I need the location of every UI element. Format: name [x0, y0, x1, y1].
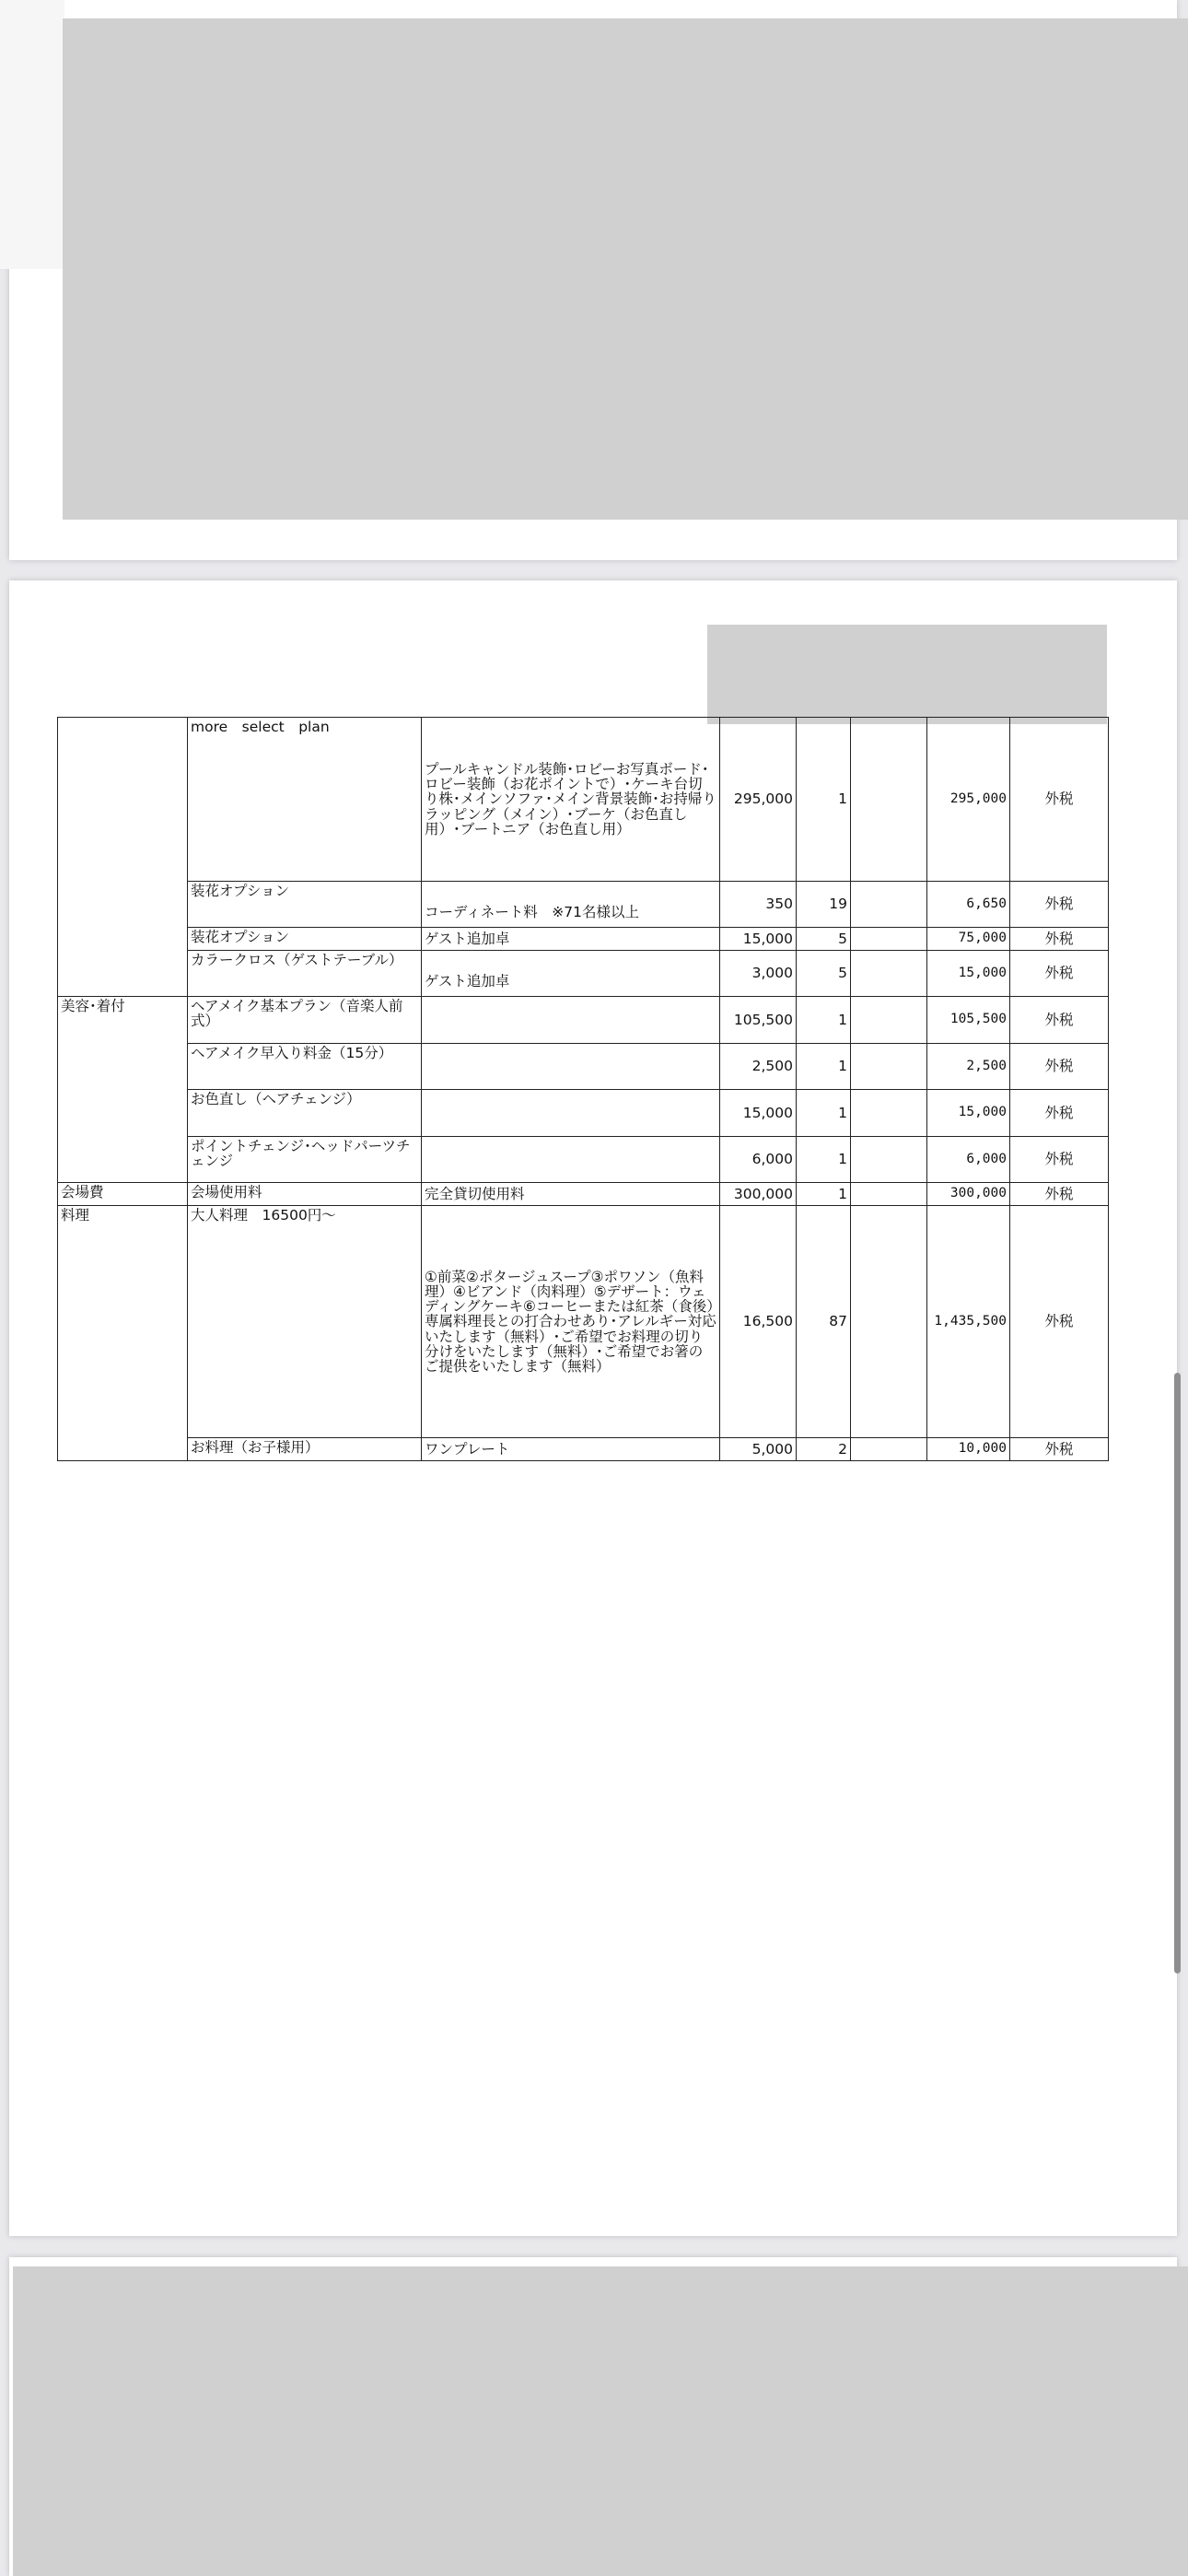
- unit-price-cell: 300,000: [720, 1183, 797, 1206]
- blank-cell: [851, 1438, 927, 1461]
- amount-cell: 75,000: [927, 928, 1010, 951]
- table-row: [58, 1044, 1109, 1090]
- unit-price-cell: 295,000: [720, 718, 797, 882]
- blank-cell: [851, 1137, 927, 1183]
- table-row: [58, 1206, 1109, 1438]
- previous-page-left-margin: [0, 0, 64, 269]
- quantity-cell: 1: [797, 718, 851, 882]
- unit-price-cell: 350: [720, 882, 797, 928]
- table-row: [58, 1090, 1109, 1137]
- unit-price-cell: 15,000: [720, 928, 797, 951]
- detail-cell: ①前菜②ポタージュスープ③ポワソン（魚料理）④ビアンド（肉料理）⑤デザート：ウェディングケーキ⑥コーヒーまたは紅茶（食後）専属料理長との打合わせあり･アレルギー対応いたします（無料）･ご希望でお料理の切り分けをいたします（無料）･ご希望でお箸のご提供をいたします（無料）: [422, 1206, 720, 1438]
- amount-cell: 15,000: [927, 1090, 1010, 1137]
- item-cell: お色直し（ヘアチェンジ）: [188, 1090, 422, 1137]
- category-cell: [58, 718, 188, 997]
- amount-cell: 2,500: [927, 1044, 1010, 1090]
- quantity-cell: 87: [797, 1206, 851, 1438]
- quantity-cell: 5: [797, 928, 851, 951]
- amount-cell: 295,000: [927, 718, 1010, 882]
- quantity-cell: 2: [797, 1438, 851, 1461]
- blank-cell: [851, 1206, 927, 1438]
- amount-cell: 10,000: [927, 1438, 1010, 1461]
- blank-cell: [851, 882, 927, 928]
- blank-cell: [851, 1044, 927, 1090]
- blank-cell: [851, 1090, 927, 1137]
- redacted-area-top: [63, 18, 1188, 520]
- item-cell: ヘアメイク早入り料金（15分）: [188, 1044, 422, 1090]
- table-row: [58, 882, 1109, 928]
- blank-cell: [851, 928, 927, 951]
- unit-price-cell: 15,000: [720, 1090, 797, 1137]
- table-row: [58, 1137, 1109, 1183]
- table-row: [58, 1183, 1109, 1206]
- category-cell: 美容･着付: [58, 997, 188, 1183]
- amount-cell: 6,650: [927, 882, 1010, 928]
- tax-cell: 外税: [1010, 718, 1109, 882]
- redacted-header-block: [707, 625, 1107, 724]
- quantity-cell: 1: [797, 997, 851, 1044]
- tax-cell: 外税: [1010, 1438, 1109, 1461]
- detail-cell: [422, 1044, 720, 1090]
- detail-cell: ゲスト追加卓: [422, 928, 720, 951]
- tax-cell: 外税: [1010, 1206, 1109, 1438]
- blank-cell: [851, 718, 927, 882]
- table-row: [58, 718, 1109, 882]
- quantity-cell: 1: [797, 1090, 851, 1137]
- quantity-cell: 5: [797, 951, 851, 997]
- detail-cell: プールキャンドル装飾･ロビーお写真ボード･ロビー装飾（お花ポイントで）･ケーキ台切り株･メインソファ･メイン背景装飾･お持帰りラッピング（メイン）･ブーケ（お色直し用）･ブートニア（お色直し用）: [422, 718, 720, 882]
- quantity-cell: 1: [797, 1044, 851, 1090]
- item-cell: 大人料理 16500円〜: [188, 1206, 422, 1438]
- unit-price-cell: 6,000: [720, 1137, 797, 1183]
- vertical-scrollbar[interactable]: [1174, 1373, 1181, 1973]
- unit-price-cell: 2,500: [720, 1044, 797, 1090]
- item-cell: 会場使用料: [188, 1183, 422, 1206]
- quotation-table: [57, 717, 1109, 1461]
- item-cell: お料理（お子様用）: [188, 1438, 422, 1461]
- unit-price-cell: 16,500: [720, 1206, 797, 1438]
- unit-price-cell: 5,000: [720, 1438, 797, 1461]
- table-row: [58, 1438, 1109, 1461]
- table-row: [58, 951, 1109, 997]
- quantity-cell: 1: [797, 1137, 851, 1183]
- detail-cell: コーディネート料 ※71名様以上: [422, 882, 720, 928]
- redacted-area-bottom: [13, 2266, 1188, 2576]
- tax-cell: 外税: [1010, 997, 1109, 1044]
- amount-cell: 105,500: [927, 997, 1010, 1044]
- detail-cell: [422, 1137, 720, 1183]
- item-cell: 装花オプション: [188, 882, 422, 928]
- blank-cell: [851, 1183, 927, 1206]
- tax-cell: 外税: [1010, 1137, 1109, 1183]
- tax-cell: 外税: [1010, 928, 1109, 951]
- detail-cell: ワンプレート: [422, 1438, 720, 1461]
- detail-cell: ゲスト追加卓: [422, 951, 720, 997]
- detail-cell: 完全貸切使用料: [422, 1183, 720, 1206]
- amount-cell: 300,000: [927, 1183, 1010, 1206]
- detail-cell: [422, 1090, 720, 1137]
- category-cell: 料理: [58, 1206, 188, 1461]
- item-cell: 装花オプション: [188, 928, 422, 951]
- tax-cell: 外税: [1010, 1044, 1109, 1090]
- category-cell: 会場費: [58, 1183, 188, 1206]
- item-cell: ヘアメイク基本プラン（音楽人前式）: [188, 997, 422, 1044]
- amount-cell: 6,000: [927, 1137, 1010, 1183]
- unit-price-cell: 3,000: [720, 951, 797, 997]
- tax-cell: 外税: [1010, 951, 1109, 997]
- tax-cell: 外税: [1010, 1183, 1109, 1206]
- detail-cell: [422, 997, 720, 1044]
- table-row: [58, 997, 1109, 1044]
- quantity-cell: 1: [797, 1183, 851, 1206]
- tax-cell: 外税: [1010, 1090, 1109, 1137]
- unit-price-cell: 105,500: [720, 997, 797, 1044]
- blank-cell: [851, 997, 927, 1044]
- item-cell: カラークロス（ゲストテーブル）: [188, 951, 422, 997]
- tax-cell: 外税: [1010, 882, 1109, 928]
- amount-cell: 1,435,500: [927, 1206, 1010, 1438]
- quantity-cell: 19: [797, 882, 851, 928]
- item-cell: ポイントチェンジ･ヘッドパーツチェンジ: [188, 1137, 422, 1183]
- table-row: [58, 928, 1109, 951]
- amount-cell: 15,000: [927, 951, 1010, 997]
- item-cell: more select plan: [188, 718, 422, 882]
- blank-cell: [851, 951, 927, 997]
